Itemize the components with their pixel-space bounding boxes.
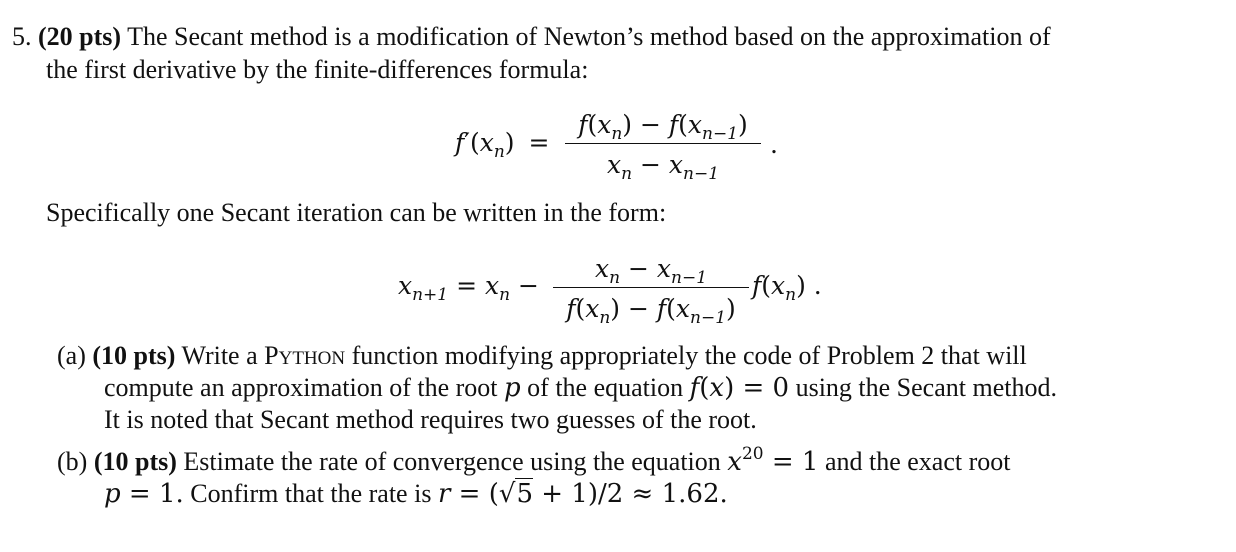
iteration-numerator: $x_n - x_{n-1}$ [594,254,708,288]
problem-intro-text: The Secant method is a modification of Newton’s method based on the approximation of [127,22,1051,51]
part-b-line-1: (b) (10 pts) Estimate the rate of convergence using the equation $x^{20} = 1$ and the exact root [57,444,1011,477]
part-b-line-2: p = 1. Confirm that the rate is r = (√5 + 1)/2 ≈ 1.62. [104,479,728,509]
iteration-fraction-bar [553,287,749,288]
equation-iteration-tail: $f(x_n)$ . [752,271,822,305]
problem-points: (20 pts) [38,22,122,51]
equation-derivative-lhs: $f'(x_n)$ = [455,128,550,162]
python-smallcaps: PYTHON [264,341,346,370]
part-b-label: (b) [57,447,88,476]
equation-iteration-lhs: $x_{n+1} = x_n$ − [398,271,539,305]
fraction-denominator: $x_n - x_{n-1}$ [606,150,720,184]
part-a-label: (a) [57,341,86,370]
part-a-line-1: (a) (10 pts) Write a PYTHON function modifying appropriately the code of Problem 2 that will [57,341,1027,370]
part-b-points: (10 pts) [93,447,177,476]
iteration-denominator: $f(x_n) - f(x_{n-1})$ [566,294,736,328]
fraction-numerator: $f(x_n) - f(x_{n-1})$ [578,110,748,144]
equation-fx-zero: f(x) = 0 [689,373,790,403]
exact-root: p = 1. [104,479,184,509]
problem-intro-line-2: the first derivative by the finite-differences formula: [46,55,589,84]
part-a-points: (10 pts) [92,341,176,370]
specifically-text: Specifically one Secant iteration can be written in the form: [46,198,667,227]
equation-x20: $x^{20} = 1$ [727,444,819,477]
problem-number: 5. [12,22,32,51]
part-a-line-3: It is noted that Secant method requires two guesses of the root. [104,405,757,434]
equation-derivative-fraction [565,110,761,184]
problem-intro-line-1 [12,22,1051,52]
part-a-line-2: compute an approximation of the root p of the equation f(x) = 0 using the Secant method. [104,373,1057,403]
rate-formula: r = (√5 + 1)/2 ≈ 1.62. [437,479,728,509]
equation-derivative-period: . [770,130,778,159]
equation-iteration-fraction [553,254,749,328]
